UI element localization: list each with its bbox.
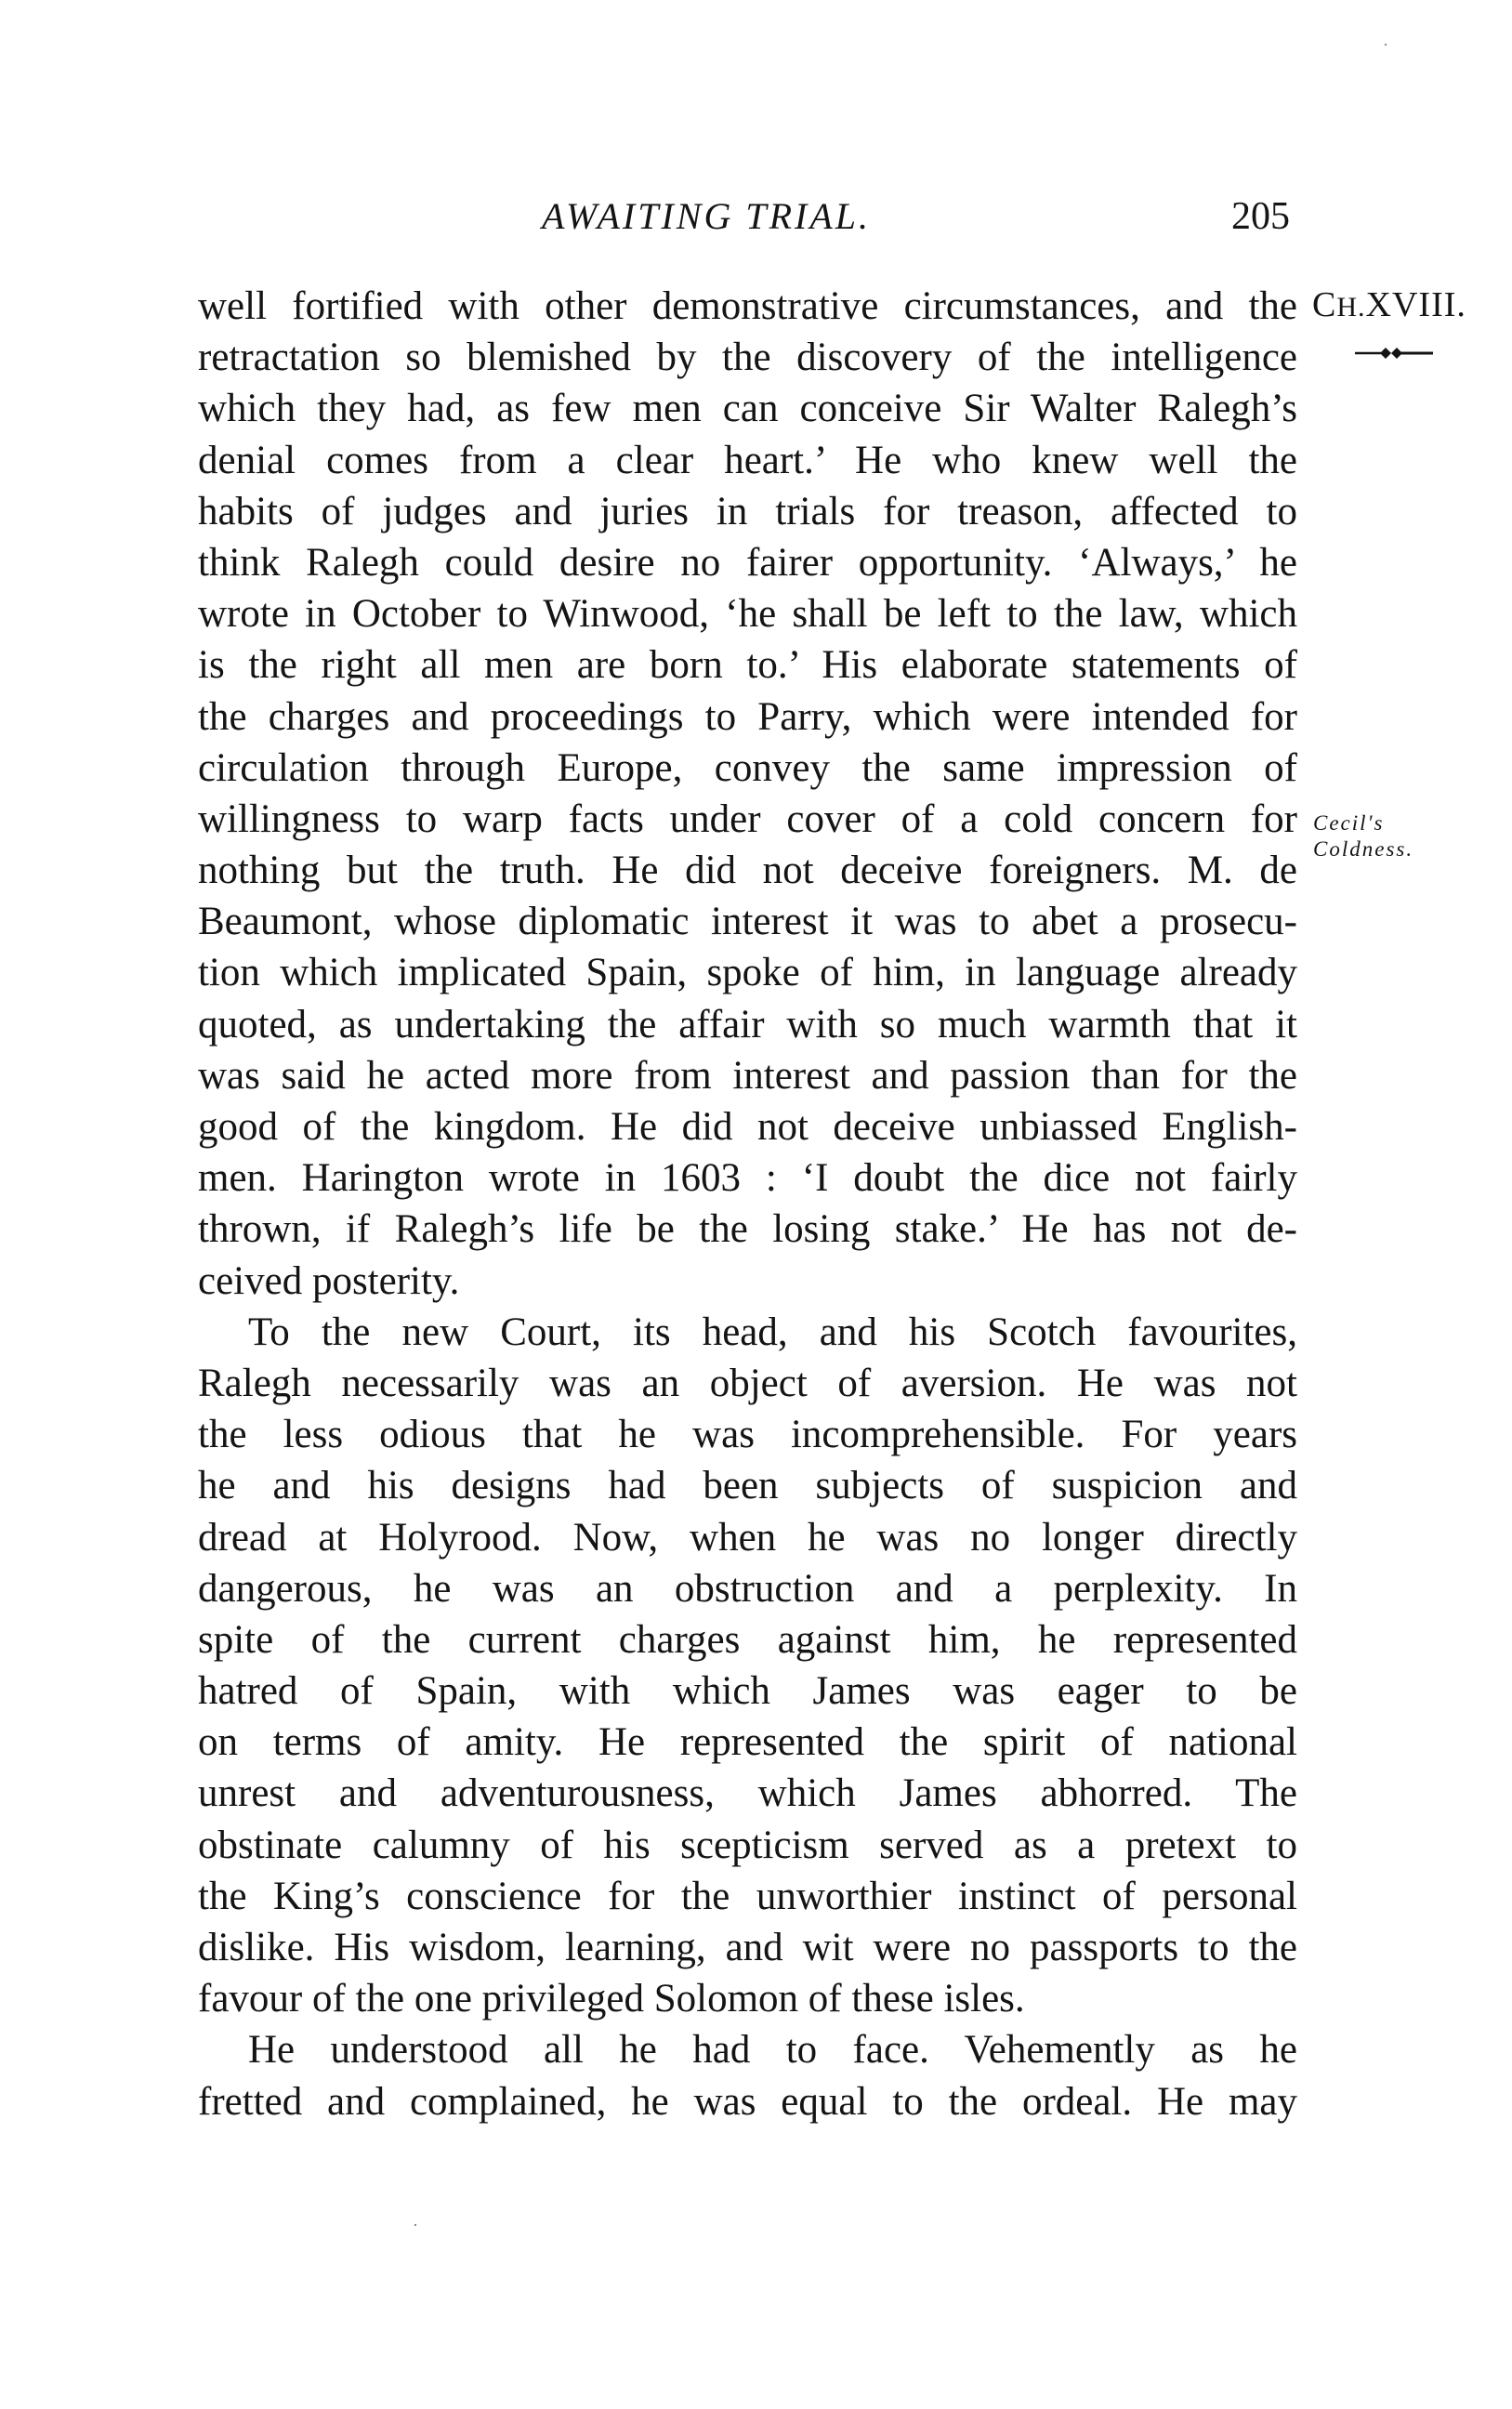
text-line: dread at Holyrood. Now, when he was no longer directly: [198, 1515, 1297, 1560]
scan-speck: [414, 2224, 416, 2226]
ornament-diamond-left: [1380, 348, 1391, 359]
text-line: which they had, as few men can conceive Sir Walter Ralegh’s: [198, 387, 1297, 431]
body-text: [198, 281, 1297, 2127]
text-line: spite of the current charges against him, he represented: [198, 1617, 1297, 1662]
text-line: unrest and adventurousness, which James abhorred. The: [198, 1771, 1297, 1816]
paragraph: [198, 2024, 1297, 2126]
chapter-prefix-small: H.: [1336, 292, 1366, 323]
text-line: is the right all men are born to.’ His elaborate statements of: [198, 643, 1297, 688]
text-line: hatred of Spain, with which James was eager to be: [198, 1669, 1297, 1714]
chapter-number: XVIII.: [1365, 285, 1466, 324]
text-line: denial comes from a clear heart.’ He who knew well the: [198, 438, 1297, 482]
text-line: circulation through Europe, convey the same impression of: [198, 745, 1297, 790]
text-line: habits of judges and juries in trials for treason, affected to: [198, 489, 1297, 533]
text-line: ceived posterity.: [198, 1258, 460, 1303]
paragraph: [198, 281, 1297, 1307]
text-line: He understood all he had to face. Vehemently as he: [248, 2028, 1297, 2073]
text-line: dangerous, he was an obstruction and a perplexity. In: [198, 1566, 1297, 1611]
text-line: nothing but the truth. He did not deceive foreigners. M. de: [198, 849, 1297, 893]
text-line: dislike. His wisdom, learning, and wit were no passports to the: [198, 1926, 1297, 1969]
text-line: he and his designs had been subjects of suspicion and: [198, 1464, 1297, 1508]
text-line: fretted and complained, he was equal to the ordeal. He may: [198, 2079, 1297, 2124]
text-line: on terms of amity. He represented the spirit of national: [198, 1720, 1297, 1765]
text-line: think Ralegh could desire no fairer opportunity. ‘Always,’ he: [198, 540, 1297, 585]
text-line: the charges and proceedings to Parry, which were intended for: [198, 694, 1297, 739]
scan-speck: [1385, 44, 1387, 46]
text-line: favour of the one privileged Solomon of these isles.: [198, 1977, 1025, 2021]
text-line: obstinate calumny of his scepticism served as a pretext to: [198, 1823, 1297, 1867]
running-title: AWAITING TRIAL.: [542, 195, 872, 237]
text-line: was said he acted more from interest and passion than for the: [198, 1053, 1297, 1098]
chapter-marker: [1312, 284, 1466, 328]
text-line: the less odious that he was incomprehensible. For years: [198, 1413, 1297, 1457]
text-line: good of the kingdom. He did not deceive unbiassed English-: [198, 1105, 1297, 1149]
text-line: thrown, if Ralegh’s life be the losing stake.’ He has not de-: [198, 1207, 1297, 1252]
text-line: tion which implicated Spain, spoke of him, in language already: [198, 951, 1297, 995]
text-line: wrote in October to Winwood, ‘he shall be left to the law, which: [198, 592, 1297, 637]
text-line: men. Harington wrote in 1603 : ‘I doubt the dice not fairly: [198, 1156, 1297, 1201]
text-line: retractation so blemished by the discovery of the intelligence: [198, 336, 1297, 380]
text-line: To the new Court, its head, and his Scotch favourites,: [248, 1310, 1297, 1354]
text-line: Beaumont, whose diplomatic interest it was to abet a prosecu-: [198, 900, 1297, 944]
chapter-prefix: C: [1312, 285, 1337, 324]
text-line: the King’s conscience for the unworthier instinct of personal: [198, 1874, 1297, 1918]
text-line: willingness to warp facts under cover of a cold concern for: [198, 796, 1297, 841]
sidenote-line: Coldness.: [1313, 837, 1414, 861]
sidenote-line: Cecil's: [1313, 811, 1385, 835]
margin-sidenote: [1313, 810, 1413, 862]
text-line: Ralegh necessarily was an object of aversion. He was not: [198, 1361, 1297, 1405]
text-line: well fortified with other demonstrative circumstances, and the: [198, 284, 1297, 328]
text-line: quoted, as undertaking the affair with so much warmth that it: [198, 1002, 1297, 1047]
page-number: 205: [1231, 195, 1290, 238]
diamond-rule-ornament-icon: [1355, 346, 1433, 361]
paragraph: [198, 1307, 1297, 2025]
